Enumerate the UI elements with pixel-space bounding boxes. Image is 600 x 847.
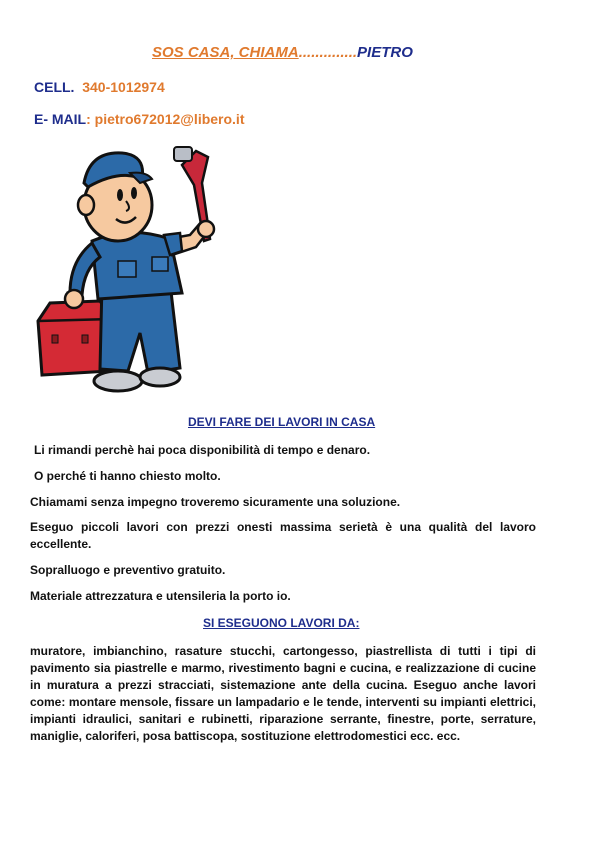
email-value[interactable]: pietro672012@libero.it [94, 111, 245, 127]
email-line [34, 111, 245, 127]
cell-line [34, 79, 165, 95]
paragraph: Materiale attrezzatura e utensileria la porto io. [30, 589, 291, 603]
title-prefix: SOS CASA, CHIAMA [152, 44, 299, 61]
paragraph: Chiamami senza impegno troveremo sicuramente una soluzione. [30, 495, 401, 509]
title-dots: .............. [298, 44, 358, 61]
email-label: E- MAIL [34, 111, 87, 127]
cell-value[interactable]: 340-1012974 [82, 79, 165, 95]
services-paragraph: muratore, imbianchino, rasature stucchi, cartongesso, piastrellista di tutti i tipi di pavimento sia piastrelle e marmo, rivestimento bagni e cucina, e realizzazione di cucine in muratura a prezzi stracciati, sistemazione ante della cucina. Eseguo anche lavori come: montare mensole, fissare un lampadario e le tende, interventi su impianti elettrici, impianti idraulici, sanitari e rubinetti, riparazione serrante, finestre, porte, serrature, maniglie, caloriferi, posa battiscopa, sostituzione elettrodomestici ecc. ecc. [30, 644, 536, 743]
paragraph: Sopralluogo e preventivo gratuito. [30, 563, 226, 577]
paragraph: Li rimandi perchè hai poca disponibilità di tempo e denaro. [34, 443, 371, 457]
page-title [152, 44, 413, 61]
email-colon: : [86, 111, 91, 127]
title-name: PIETRO [357, 44, 413, 61]
plumber-illustration-icon [30, 143, 220, 398]
paragraph: Eseguo piccoli lavori con prezzi onesti massima serietà è una qualità del lavoro eccellente. [30, 520, 536, 551]
paragraph: O perché ti hanno chiesto molto. [34, 469, 221, 483]
cell-label: CELL. [34, 79, 75, 95]
section-heading-lavori-casa: DEVI FARE DEI LAVORI IN CASA [188, 415, 376, 429]
section-heading-lavori-da: SI ESEGUONO LAVORI DA: [203, 616, 360, 630]
